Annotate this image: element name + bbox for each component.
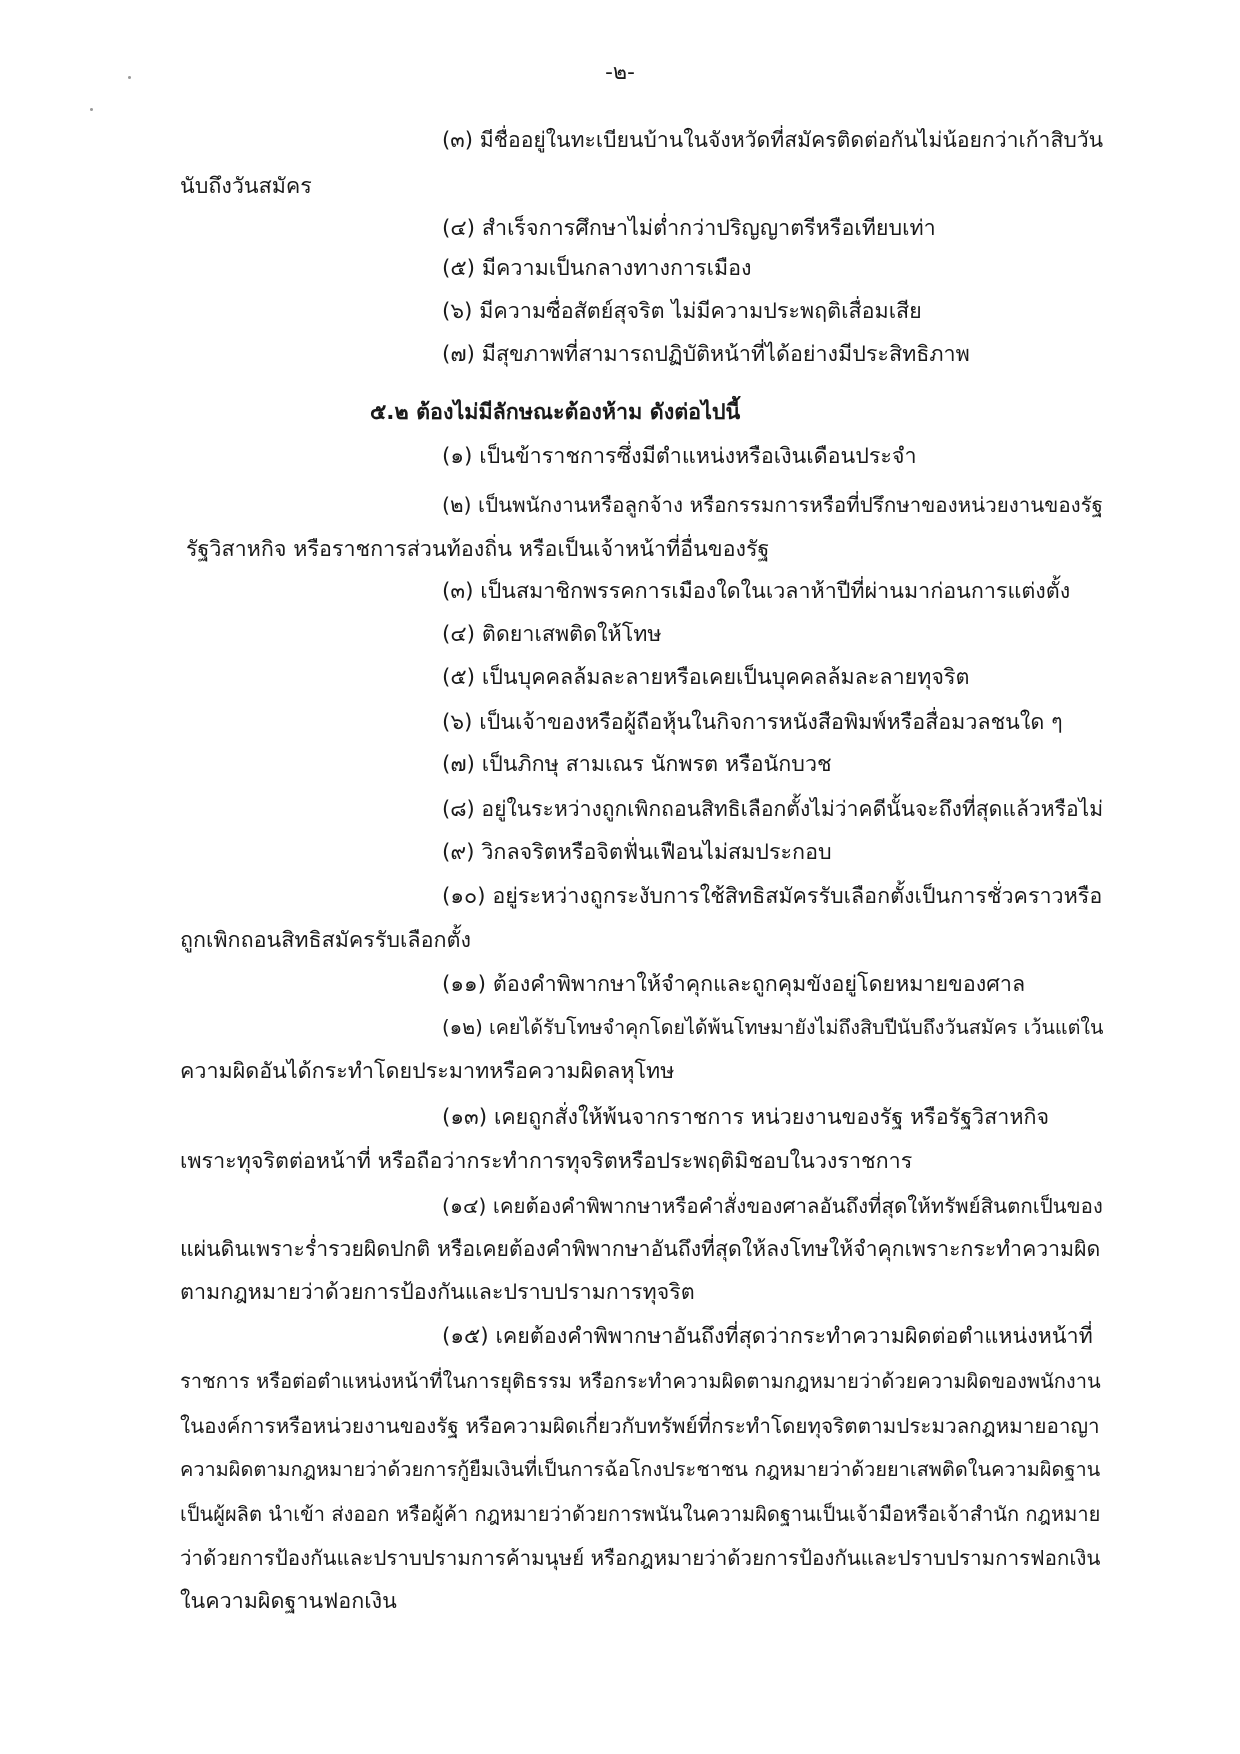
prohibition-13-cont: เพราะทุจริตต่อหน้าที่ หรือถือว่ากระทำการทุจริตหรือประพฤติมิชอบในวงราชการ [180, 1149, 913, 1174]
prohibition-1: (๑) เป็นข้าราชการซึ่งมีตำแหน่งหรือเงินเดือนประจำ [442, 444, 917, 469]
prohibition-14-cont-2: ตามกฎหมายว่าด้วยการป้องกันและปราบปรามการทุจริต [180, 1280, 695, 1305]
scan-speck [90, 108, 93, 111]
prohibition-12: (๑๒) เคยได้รับโทษจำคุกโดยได้พ้นโทษมายังไม่ถึงสิบปีนับถึงวันสมัคร เว้นแต่ใน [442, 1016, 1104, 1039]
prohibition-6: (๖) เป็นเจ้าของหรือผู้ถือหุ้นในกิจการหนังสือพิมพ์หรือสื่อมวลชนใด ๆ [442, 710, 1063, 735]
section-heading-5-2: ๕.๒ ต้องไม่มีลักษณะต้องห้าม ดังต่อไปนี้ [370, 400, 741, 425]
prohibition-10: (๑๐) อยู่ระหว่างถูกระงับการใช้สิทธิสมัครรับเลือกตั้งเป็นการชั่วคราวหรือ [442, 884, 1103, 909]
prohibition-15-cont-2: ในองค์การหรือหน่วยงานของรัฐ หรือความผิดเกี่ยวกับทรัพย์ที่กระทำโดยทุจริตตามประมวลกฎหมายอาญา [180, 1414, 1100, 1438]
prohibition-5: (๕) เป็นบุคคลล้มละลายหรือเคยเป็นบุคคลล้มละลายทุจริต [442, 665, 970, 690]
prohibition-15-cont-3: ความผิดตามกฎหมายว่าด้วยการกู้ยืมเงินที่เป็นการฉ้อโกงประชาชน กฎหมายว่าด้วยยาเสพติดในความผิดฐาน [180, 1458, 1101, 1481]
prohibition-2-cont: รัฐวิสาหกิจ หรือราชการส่วนท้องถิ่น หรือเป็นเจ้าหน้าที่อื่นของรัฐ [186, 537, 770, 562]
prohibition-15-cont-6: ในความผิดฐานฟอกเงิน [180, 1589, 397, 1614]
prohibition-15-cont-5: ว่าด้วยการป้องกันและปราบปรามการค้ามนุษย์ หรือกฎหมายว่าด้วยการป้องกันและปราบปรามการฟอกเงิน [180, 1546, 1101, 1570]
qualification-3-cont: นับถึงวันสมัคร [180, 174, 312, 199]
prohibition-12-cont: ความผิดอันได้กระทำโดยประมาทหรือความผิดลหุโทษ [180, 1059, 675, 1084]
prohibition-14-cont-1: แผ่นดินเพราะร่ำรวยผิดปกติ หรือเคยต้องคำพิพากษาอันถึงที่สุดให้ลงโทษให้จำคุกเพราะกระทำความผิด [180, 1237, 1101, 1262]
prohibition-11: (๑๑) ต้องคำพิพากษาให้จำคุกและถูกคุมขังอยู่โดยหมายของศาล [442, 972, 1026, 997]
page-number: -๒- [605, 60, 635, 85]
prohibition-7: (๗) เป็นภิกษุ สามเณร นักพรต หรือนักบวช [442, 752, 832, 777]
qualification-6: (๖) มีความซื่อสัตย์สุจริต ไม่มีความประพฤติเสื่อมเสีย [442, 299, 922, 324]
prohibition-15: (๑๕) เคยต้องคำพิพากษาอันถึงที่สุดว่ากระทำความผิดต่อตำแหน่งหน้าที่ [442, 1324, 1093, 1349]
prohibition-15-cont-4: เป็นผู้ผลิต นำเข้า ส่งออก หรือผู้ค้า กฎหมายว่าด้วยการพนันในความผิดฐานเป็นเจ้ามือหรือเจ้าสำนัก กฎหมาย [180, 1502, 1101, 1526]
prohibition-3: (๓) เป็นสมาชิกพรรคการเมืองใดในเวลาห้าปีที่ผ่านมาก่อนการแต่งตั้ง [442, 579, 1071, 604]
prohibition-4: (๔) ติดยาเสพติดให้โทษ [442, 622, 662, 647]
qualification-5: (๕) มีความเป็นกลางทางการเมือง [442, 256, 752, 281]
prohibition-13: (๑๓) เคยถูกสั่งให้พ้นจากราชการ หน่วยงานของรัฐ หรือรัฐวิสาหกิจ [442, 1105, 1050, 1130]
scan-speck [128, 76, 131, 79]
prohibition-14: (๑๔) เคยต้องคำพิพากษาหรือคำสั่งของศาลอันถึงที่สุดให้ทรัพย์สินตกเป็นของ [442, 1194, 1103, 1218]
prohibition-2: (๒) เป็นพนักงานหรือลูกจ้าง หรือกรรมการหรือที่ปรึกษาของหน่วยงานของรัฐ [442, 493, 1103, 517]
qualification-4: (๔) สำเร็จการศึกษาไม่ต่ำกว่าปริญญาตรีหรือเทียบเท่า [442, 216, 936, 241]
prohibition-15-cont-1: ราชการ หรือต่อตำแหน่งหน้าที่ในการยุติธรรม หรือกระทำความผิดตามกฎหมายว่าด้วยความผิดของพนักงาน [180, 1369, 1101, 1393]
prohibition-10-cont: ถูกเพิกถอนสิทธิสมัครรับเลือกตั้ง [180, 928, 471, 953]
prohibition-8: (๘) อยู่ในระหว่างถูกเพิกถอนสิทธิเลือกตั้งไม่ว่าคดีนั้นจะถึงที่สุดแล้วหรือไม่ [442, 796, 1104, 821]
qualification-7: (๗) มีสุขภาพที่สามารถปฏิบัติหน้าที่ได้อย่างมีประสิทธิภาพ [442, 342, 970, 367]
qualification-3: (๓) มีชื่ออยู่ในทะเบียนบ้านในจังหวัดที่สมัครติดต่อกันไม่น้อยกว่าเก้าสิบวัน [442, 127, 1104, 152]
prohibition-9: (๙) วิกลจริตหรือจิตฟั่นเฟือนไม่สมประกอบ [442, 840, 832, 865]
